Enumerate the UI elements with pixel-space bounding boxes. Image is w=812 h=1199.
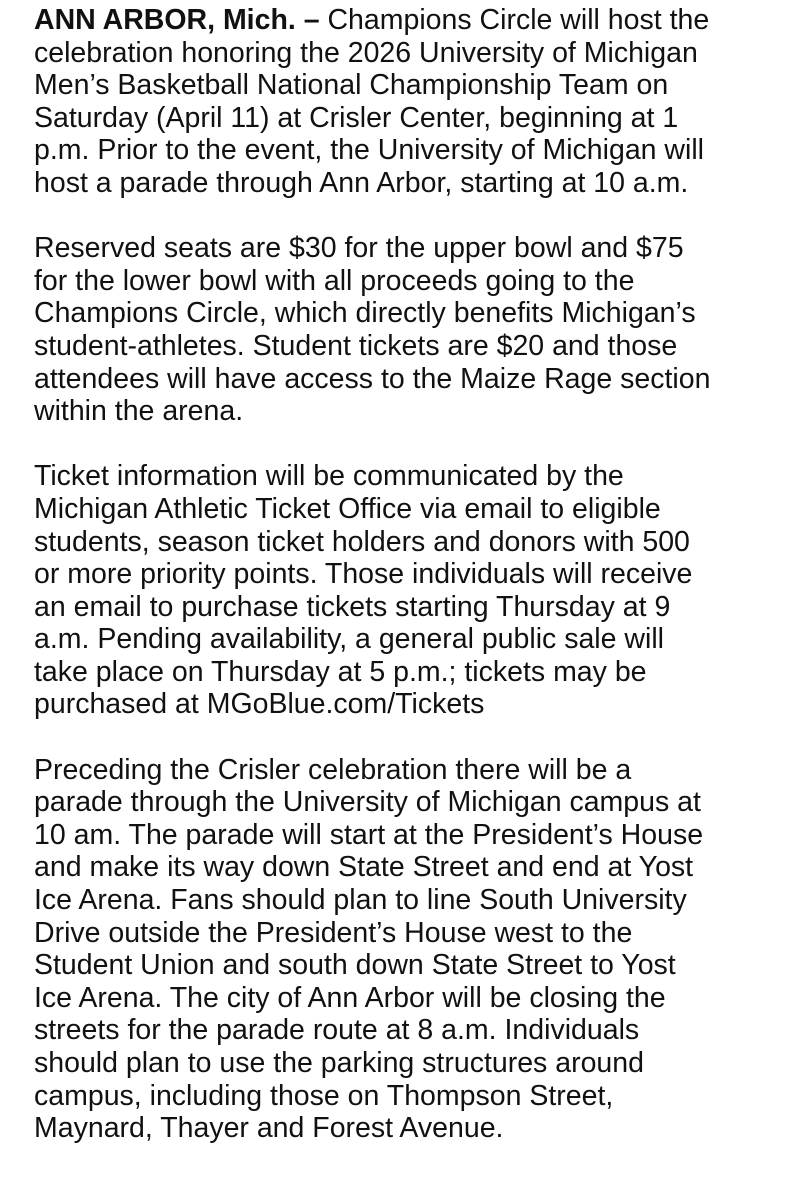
paragraph-4-line-8: Ice Arena. The city of Ann Arbor will be closing the (34, 981, 666, 1014)
paragraph-3-line-8: purchased at MGoBlue.com/Tickets (34, 688, 485, 721)
paragraph-4-line-1: Preceding the Crisler celebration there will be a (34, 753, 632, 786)
paragraph-3-line-6: a.m. Pending availability, a general public sale will (34, 623, 664, 656)
paragraph-3-line-2: Michigan Athletic Ticket Office via email to eligible (34, 492, 661, 525)
paragraph-4-line-7: Student Union and south down State Street to Yost (34, 949, 676, 982)
paragraph-3-line-1: Ticket information will be communicated by the (34, 460, 624, 493)
paragraph-3-line-7: take place on Thursday at 5 p.m.; tickets may be (34, 655, 647, 688)
paragraph-1-line-1 (34, 4, 798, 37)
paragraph-1 (34, 4, 798, 200)
paragraph-spacer (34, 200, 798, 233)
paragraph-1-line-3: Men’s Basketball National Championship Team on (34, 69, 669, 102)
paragraph-2-line-2: for the lower bowl with all proceeds going to the (34, 264, 635, 297)
paragraph-4-line-10: should plan to use the parking structures around (34, 1047, 644, 1079)
paragraph-1-line-5: p.m. Prior to the event, the University of Michigan will (34, 134, 705, 167)
paragraph-4-line-6: Drive outside the President’s House west to the (34, 916, 633, 949)
paragraph-4-line-9: streets for the parade route at 8 a.m. Individuals (34, 1014, 640, 1047)
paragraph-2 (34, 232, 798, 428)
paragraph-2-line-4: student-athletes. Student tickets are $20 and those (34, 329, 678, 362)
dateline: ANN ARBOR, Mich. – (34, 4, 320, 36)
paragraph-1-line-1-text: Champions Circle will host the (319, 4, 710, 36)
paragraph-spacer (34, 721, 798, 754)
paragraph-3-line-5: an email to purchase tickets starting Thursday at 9 (34, 590, 671, 623)
paragraph-2-line-3: Champions Circle, which directly benefits Michigan’s (34, 297, 696, 330)
paragraph-3-line-4: or more priority points. Those individuals will receive (34, 558, 693, 591)
paragraph-4-line-11: campus, including those on Thompson Street, (34, 1079, 614, 1112)
paragraph-4-line-2: parade through the University of Michigan campus at (34, 786, 701, 819)
paragraph-spacer (34, 428, 798, 461)
paragraph-2-line-1: Reserved seats are $30 for the upper bowl and $75 (34, 232, 684, 265)
paragraph-4-line-4: and make its way down State Street and end at Yost (34, 851, 694, 884)
paragraph-4-line-5: Ice Arena. Fans should plan to line South University (34, 884, 687, 917)
paragraph-1-line-4: Saturday (April 11) at Crisler Center, beginning at 1 (34, 101, 679, 134)
paragraph-2-line-6: within the arena. (34, 395, 244, 428)
paragraph-4-line-3: 10 am. The parade will start at the President’s House (34, 818, 704, 851)
paragraph-4 (34, 754, 798, 1145)
paragraph-3-line-3: students, season ticket holders and donors with 500 (34, 525, 690, 558)
paragraph-2-line-5: attendees will have access to the Maize Rage section (34, 362, 711, 395)
paragraph-4-line-12: Maynard, Thayer and Forest Avenue. (34, 1112, 504, 1145)
paragraph-1-line-6: host a parade through Ann Arbor, starting at 10 a.m. (34, 166, 689, 199)
paragraph-1-line-2: celebration honoring the 2026 University of Michigan (34, 36, 698, 69)
paragraph-3 (34, 460, 798, 721)
